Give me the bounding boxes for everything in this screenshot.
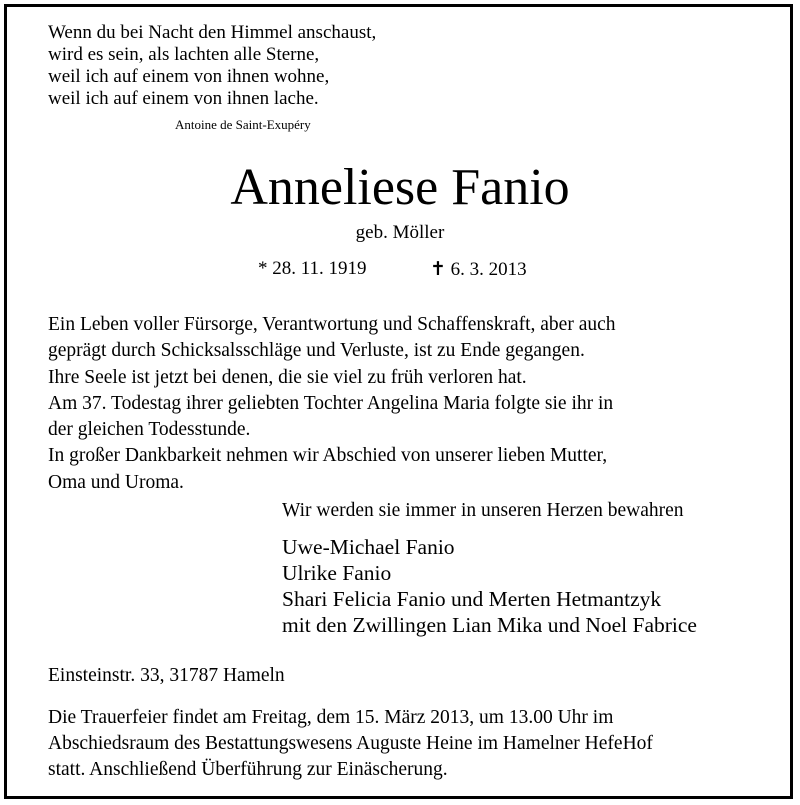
quote-line: weil ich auf einem von ihnen wohne, bbox=[48, 66, 330, 87]
birth-date: * 28. 11. 1919 bbox=[258, 258, 367, 279]
ceremony-line: statt. Anschließend Überführung zur Einäscherung. bbox=[48, 759, 448, 780]
family-name: mit den Zwillingen Lian Mika und Noel Fabrice bbox=[282, 613, 697, 637]
death-date: ✝ 6. 3. 2013 bbox=[430, 259, 527, 280]
ceremony-line: Abschiedsraum des Bestattungswesens Auguste Heine im Hamelner HefeHof bbox=[48, 733, 653, 754]
ceremony-info bbox=[48, 705, 653, 783]
address: Einsteinstr. 33, 31787 Hameln bbox=[48, 665, 285, 686]
main-text-line: der gleichen Todesstunde. bbox=[48, 419, 251, 441]
quote-line: weil ich auf einem von ihnen lache. bbox=[48, 88, 319, 109]
family-name: Uwe-Michael Fanio bbox=[282, 535, 455, 559]
quote bbox=[48, 22, 376, 110]
main-text bbox=[48, 312, 616, 496]
quote-author: Antoine de Saint-Exupéry bbox=[175, 117, 311, 132]
ceremony-line: Die Trauerfeier findet am Freitag, dem 15. März 2013, um 13.00 Uhr im bbox=[48, 707, 614, 728]
main-text-line: Am 37. Todestag ihrer geliebten Tochter Angelina Maria folgte sie ihr in bbox=[48, 392, 614, 414]
family-name: Shari Felicia Fanio und Merten Hetmantzyk bbox=[282, 587, 662, 611]
family-name: Ulrike Fanio bbox=[282, 561, 392, 585]
main-text-line: Oma und Uroma. bbox=[48, 471, 184, 493]
main-text-line: In großer Dankbarkeit nehmen wir Abschied von unserer lieben Mutter, bbox=[48, 445, 608, 467]
family-names bbox=[282, 534, 697, 638]
maiden-name: geb. Möller bbox=[355, 222, 445, 243]
quote-line: Wenn du bei Nacht den Himmel anschaust, bbox=[48, 22, 377, 43]
family-line: Wir werden sie immer in unseren Herzen bewahren bbox=[282, 500, 684, 521]
quote-line: wird es sein, als lachten alle Sterne, bbox=[48, 44, 320, 65]
main-text-line: Ihre Seele ist jetzt bei denen, die sie viel zu früh verloren hat. bbox=[48, 366, 527, 388]
main-text-line: geprägt durch Schicksalsschläge und Verluste, ist zu Ende gegangen. bbox=[48, 340, 585, 362]
deceased-name: Anneliese Fanio bbox=[230, 159, 570, 216]
main-text-line: Ein Leben voller Fürsorge, Verantwortung und Schaffenskraft, aber auch bbox=[48, 314, 616, 335]
